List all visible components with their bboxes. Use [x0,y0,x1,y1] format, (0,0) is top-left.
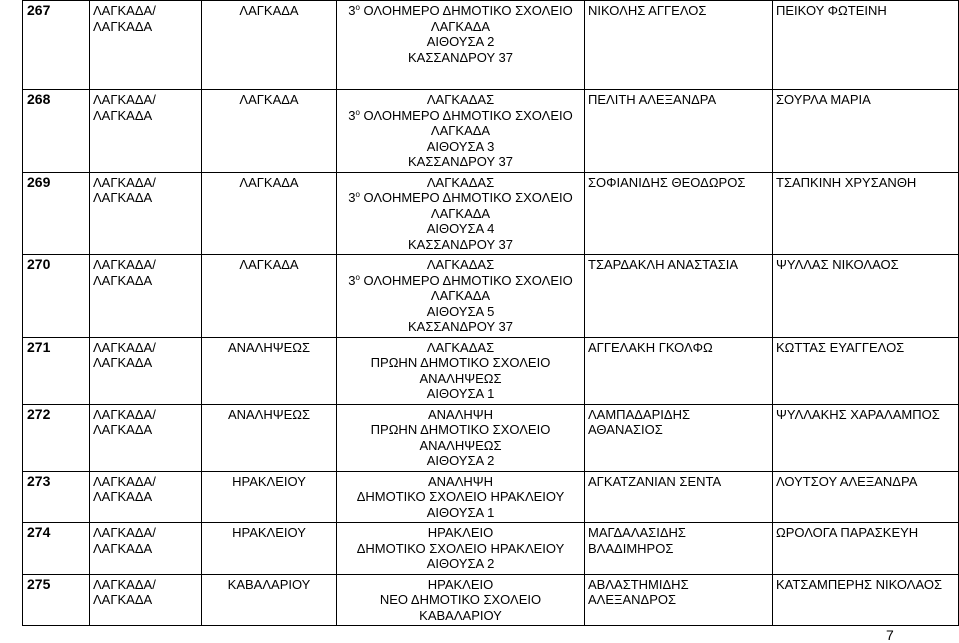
region-line: ΛΑΓΚΑΔΑ [93,272,153,288]
person2-line: ΛΟΥΤΣΟΥ ΑΛΕΞΑΝΔΡΑ [776,473,918,489]
table-row [23,574,959,626]
person2-line: ΨΥΛΛΑΣ ΝΙΚΟΛΑΟΣ [776,257,899,272]
person1-cell [585,337,773,404]
person1-cell [585,523,773,575]
person2-cell [773,523,959,575]
school-line: ΑΙΘΟΥΣΑ 1 [426,504,495,520]
person1-cell [585,90,773,173]
school-line: ΑΝΑΛΗΨΕΩΣ [419,370,502,386]
school-line: ΚΑΣΣΑΝΔΡΟΥ 37 [407,154,514,169]
school-line-ordinal: ο [355,190,360,199]
person1-line: ΒΛΑΔΙΜΗΡΟΣ [588,540,674,556]
school-line-text: ΟΛΟΗΜΕΡΟ ΔΗΜΟΤΙΚΟ ΣΧΟΛΕΙΟ [359,107,573,123]
region-cell [90,404,202,471]
person1-line: ΤΣΑΡΔΑΚΛΗ ΑΝΑΣΤΑΣΙΑ [588,257,739,272]
school-line-text: ΟΛΟΗΜΕΡΟ ΔΗΜΟΤΙΚΟ ΣΧΟΛΕΙΟ [359,3,573,18]
row-number: 271 [23,337,90,404]
municipality-cell: ΗΡΑΚΛΕΙΟΥ [202,523,337,575]
table-row [23,471,959,523]
school-line-number: 3 [348,3,356,18]
school-cell [337,90,585,173]
school-line: ΗΡΑΚΛΕΙΟ [427,576,494,592]
person2-line: ΚΩΤΤΑΣ ΕΥΑΓΓΕΛΟΣ [776,339,905,355]
municipality-cell: ΛΑΓΚΑΔΑ [202,172,337,255]
polling-stations-table [22,0,959,626]
school-line [340,190,581,206]
region-cell [90,172,202,255]
person1-line: ΑΘΑΝΑΣΙΟΣ [588,422,663,437]
region-line: ΛΑΓΚΑΔΑ/ [93,174,156,190]
school-line: ΛΑΓΚΑΔΑ [430,288,491,303]
school-line-ordinal: ο [355,272,360,282]
table-row [23,1,959,90]
municipality-cell: ΗΡΑΚΛΕΙΟΥ [202,471,337,523]
row-number: 274 [23,523,90,575]
person2-line: ΤΣΑΠΚΙΝΗ ΧΡΥΣΑΝΘΗ [776,174,917,190]
school-line: ΛΑΓΚΑΔΑ [430,123,491,138]
school-line: ΠΡΩΗΝ ΔΗΜΟΤΙΚΟ ΣΧΟΛΕΙΟ [370,422,551,437]
person1-cell [585,404,773,471]
school-line: ΑΝΑΛΗΨΗ [427,406,494,422]
school-line: ΚΑΣΣΑΝΔΡΟΥ 37 [407,319,514,334]
table-row [23,255,959,338]
region-cell [90,523,202,575]
region-cell [90,1,202,90]
person1-line: ΣΟΦΙΑΝΙΔΗΣ ΘΕΟΔΩΡΟΣ [588,174,746,190]
school-line: ΚΑΣΣΑΝΔΡΟΥ 37 [407,49,514,65]
school-line: ΛΑΓΚΑΔΑΣ [426,257,495,272]
school-line: ΛΑΓΚΑΔΑΣ [426,92,495,107]
person1-cell [585,471,773,523]
region-line: ΛΑΓΚΑΔΑ [93,18,153,34]
table-row [23,404,959,471]
region-cell [90,90,202,173]
school-cell [337,471,585,523]
school-line-text: ΟΛΟΗΜΕΡΟ ΔΗΜΟΤΙΚΟ ΣΧΟΛΕΙΟ [359,190,573,205]
row-number: 268 [23,90,90,173]
school-line: ΑΙΘΟΥΣΑ 5 [426,303,495,319]
school-line: ΛΑΓΚΑΔΑΣ [426,174,495,190]
person2-line: ΣΟΥΡΛΑ ΜΑΡΙΑ [776,92,871,107]
person2-line: ΚΑΤΣΑΜΠΕΡΗΣ ΝΙΚΟΛΑΟΣ [776,576,942,592]
school-line: ΑΙΘΟΥΣΑ 2 [426,556,495,571]
person1-cell [585,255,773,338]
person1-line: ΜΑΓΔΑΛΑΣΙΔΗΣ [588,525,686,540]
region-line: ΛΑΓΚΑΔΑ/ [93,525,156,540]
row-number: 275 [23,574,90,626]
school-line-number: 3 [348,272,356,288]
person2-cell [773,471,959,523]
school-cell [337,574,585,626]
school-line: ΑΝΑΛΗΨΕΩΣ [419,437,502,453]
municipality-cell: ΛΑΓΚΑΔΑ [202,90,337,173]
school-line: ΚΑΒΑΛΑΡΙΟΥ [419,607,502,623]
person2-cell [773,404,959,471]
school-line: ΑΙΘΟΥΣΑ 4 [426,221,495,236]
municipality-cell: ΚΑΒΑΛΑΡΙΟΥ [202,574,337,626]
person1-line: ΑΛΕΞΑΝΔΡΟΣ [588,592,677,607]
school-line: ΗΡΑΚΛΕΙΟ [427,525,494,540]
school-cell [337,404,585,471]
person1-cell [585,1,773,90]
region-line: ΛΑΓΚΑΔΑ/ [93,339,156,355]
school-line: ΛΑΓΚΑΔΑ [430,18,491,34]
region-line: ΛΑΓΚΑΔΑ/ [93,257,156,272]
table-row [23,172,959,255]
row-number: 269 [23,172,90,255]
school-line: ΑΝΑΛΗΨΗ [427,473,494,489]
row-number: 273 [23,471,90,523]
school-cell [337,337,585,404]
school-line: ΛΑΓΚΑΔΑ [430,205,491,221]
region-line: ΛΑΓΚΑΔΑ/ [93,92,156,107]
person2-line: ΨΥΛΛΑΚΗΣ ΧΑΡΑΛΑΜΠΟΣ [776,406,940,422]
region-line: ΛΑΓΚΑΔΑ [93,592,153,607]
school-cell [337,523,585,575]
region-cell [90,471,202,523]
school-line [340,108,581,124]
person2-cell [773,574,959,626]
region-line: ΛΑΓΚΑΔΑ [93,489,153,504]
school-line: ΝΕΟ ΔΗΜΟΤΙΚΟ ΣΧΟΛΕΙΟ [379,592,542,607]
person1-line: ΛΑΜΠΑΔΑΡΙΔΗΣ [588,406,690,422]
region-cell [90,574,202,626]
municipality-cell: ΑΝΑΛΗΨΕΩΣ [202,337,337,404]
row-number: 272 [23,404,90,471]
school-line: ΑΙΘΟΥΣΑ 3 [426,138,495,154]
region-line: ΛΑΓΚΑΔΑ/ [93,576,156,592]
region-line: ΛΑΓΚΑΔΑ [93,422,153,437]
row-number: 270 [23,255,90,338]
municipality-cell: ΛΑΓΚΑΔΑ [202,255,337,338]
region-line: ΛΑΓΚΑΔΑ [93,355,153,370]
school-line [340,273,581,289]
region-line: ΛΑΓΚΑΔΑ/ [93,3,156,18]
school-line-ordinal: ο [355,3,360,12]
person2-cell [773,90,959,173]
school-cell [337,172,585,255]
school-line: ΔΗΜΟΤΙΚΟ ΣΧΟΛΕΙΟ ΗΡΑΚΛΕΙΟΥ [356,489,565,504]
school-line: ΚΑΣΣΑΝΔΡΟΥ 37 [407,236,514,252]
school-line: ΑΙΘΟΥΣΑ 1 [426,386,495,401]
person1-line: ΑΓΓΕΛΑΚΗ ΓΚΟΛΦΩ [588,339,713,355]
person1-cell [585,574,773,626]
person2-cell [773,255,959,338]
page-number: 7 [886,627,894,643]
region-line: ΛΑΓΚΑΔΑ [93,190,153,205]
school-line: ΑΙΘΟΥΣΑ 2 [426,453,495,468]
school-line: ΛΑΓΚΑΔΑΣ [426,339,495,355]
school-line-number: 3 [348,107,356,123]
person1-line: ΝΙΚΟΛΗΣ ΑΓΓΕΛΟΣ [588,3,707,18]
school-line [340,3,581,19]
person2-line: ΠΕΙΚΟΥ ΦΩΤΕΙΝΗ [776,3,887,18]
row-number: 267 [23,1,90,90]
person2-line: ΩΡΟΛΟΓΑ ΠΑΡΑΣΚΕΥΗ [776,525,919,540]
person1-cell [585,172,773,255]
school-cell [337,1,585,90]
person1-line: ΠΕΛΙΤΗ ΑΛΕΞΑΝΔΡΑ [588,92,717,107]
school-cell [337,255,585,338]
region-line: ΛΑΓΚΑΔΑ [93,107,153,123]
municipality-cell: ΛΑΓΚΑΔΑ [202,1,337,90]
person1-line: ΑΒΛΑΣΤΗΜΙΔΗΣ [588,576,689,592]
region-cell [90,255,202,338]
table-row [23,90,959,173]
person2-cell [773,337,959,404]
school-line: ΔΗΜΟΤΙΚΟ ΣΧΟΛΕΙΟ ΗΡΑΚΛΕΙΟΥ [356,540,565,556]
region-line: ΛΑΓΚΑΔΑ/ [93,473,156,489]
table-row [23,523,959,575]
region-cell [90,337,202,404]
school-line: ΠΡΩΗΝ ΔΗΜΟΤΙΚΟ ΣΧΟΛΕΙΟ [370,355,551,370]
school-line-number: 3 [348,190,356,205]
school-line-text: ΟΛΟΗΜΕΡΟ ΔΗΜΟΤΙΚΟ ΣΧΟΛΕΙΟ [359,272,573,288]
person2-cell [773,1,959,90]
municipality-cell: ΑΝΑΛΗΨΕΩΣ [202,404,337,471]
region-line: ΛΑΓΚΑΔΑ [93,540,153,556]
school-line: ΑΙΘΟΥΣΑ 2 [426,34,495,49]
person2-cell [773,172,959,255]
table-body [23,1,959,626]
school-line-ordinal: ο [355,107,360,117]
region-line: ΛΑΓΚΑΔΑ/ [93,406,156,422]
person1-line: ΑΓΚΑΤΖΑΝΙΑΝ ΣΕΝΤΑ [588,473,722,489]
table-row [23,337,959,404]
